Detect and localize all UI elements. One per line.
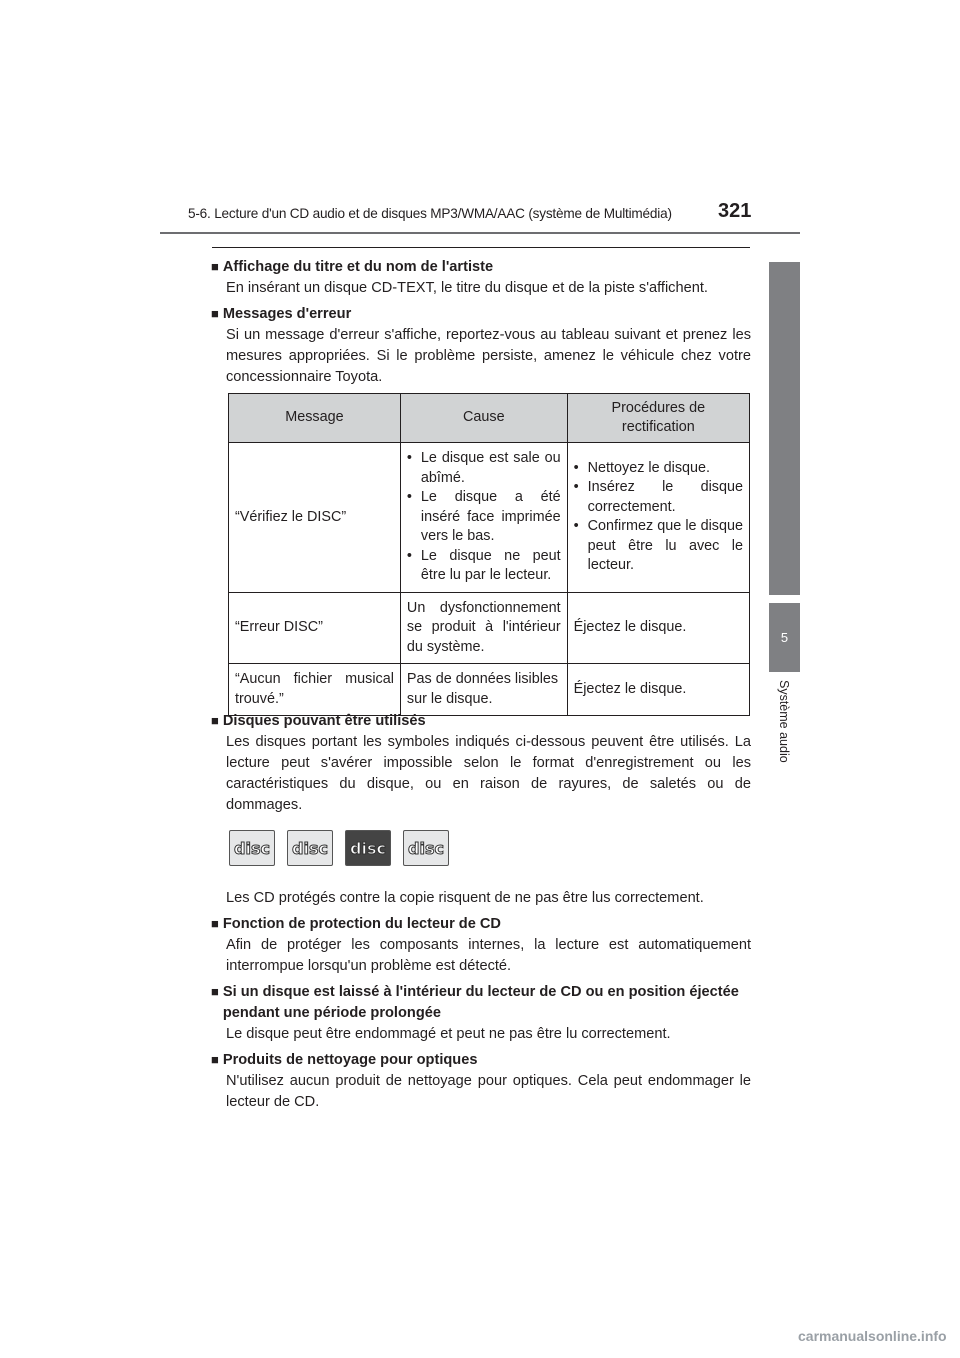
disc-logos — [229, 830, 449, 866]
compact-disc-text-logo-icon: disc — [287, 830, 333, 866]
column-header-cause: Cause — [400, 394, 567, 443]
section-text: Le disque peut être endommagé et peut ne pas être lu correctement. — [226, 1026, 671, 1042]
section-text: Si un message d'erreur s'affiche, reportez-vous au tableau suivant et prenez les mesures appropriées. Si le problème persiste, amenez le véhicule chez votre concessionnaire Toyota. — [226, 327, 751, 385]
section-title: Affichage du titre et du nom de l'artiste — [222, 259, 494, 275]
list-item: • Nettoyez le disque. — [574, 459, 743, 479]
list-item: • Le disque est sale ou abîmé. — [407, 449, 561, 488]
table-cell-procedure: Éjectez le disque. — [567, 592, 749, 664]
column-header-procedure: Procédures de rectification — [567, 394, 749, 443]
compact-disc-digital-audio-logo-icon: disc — [229, 830, 275, 866]
section-heading — [211, 710, 751, 732]
chapter-tab-number: 5 — [769, 603, 800, 672]
section-title: Disques pouvant être utilisés — [222, 713, 426, 729]
square-bullet-icon: ■ — [211, 916, 219, 931]
error-messages-table — [228, 393, 750, 716]
side-tab-bar — [769, 262, 800, 595]
table-cell-cause: Un dysfonctionnement se produit à l'intérieur du système. — [400, 592, 567, 664]
section-text: Les disques portant les symboles indiqués ci-dessous peuvent être utilisés. La lecture peut s'avérer impossible selon le format d'enregistrement ou les caractéristiques du disque, ou en raison de rayures, de saletés ou de dommages. — [226, 734, 751, 813]
chapter-tab-label: Système audio — [777, 680, 791, 763]
table-cell-procedure: Éjectez le disque. — [567, 664, 749, 716]
table-row — [229, 443, 750, 593]
section-heading — [211, 981, 751, 1024]
section-heading — [211, 256, 751, 278]
square-bullet-icon: ■ — [211, 306, 219, 321]
list-item: • Insérez le disque correctement. — [574, 478, 743, 517]
table-row — [229, 664, 750, 716]
table-cell-cause — [400, 443, 567, 593]
list-item: • Le disque a été inséré face imprimée vers le bas. — [407, 488, 561, 547]
section-title: Produits de nettoyage pour optiques — [222, 1052, 478, 1068]
section-heading — [211, 913, 751, 935]
section-title: Messages d'erreur — [222, 306, 352, 322]
square-bullet-icon: ■ — [211, 259, 219, 274]
header-rule — [160, 232, 800, 234]
page-content-lower — [211, 710, 751, 1113]
table-cell-message: “Vérifiez le DISC” — [229, 443, 401, 593]
table-cell-procedure — [567, 443, 749, 593]
list-item: • Confirmez que le disque peut être lu avec le lecteur. — [574, 517, 743, 576]
chapter-tab-label-box — [769, 680, 800, 790]
section-text: N'utilisez aucun produit de nettoyage pour optiques. Cela peut endommager le lecteur de CD. — [226, 1073, 751, 1110]
compact-disc-recordable-logo-icon: disc — [345, 830, 391, 866]
section-top-rule — [212, 247, 750, 248]
page-content — [211, 256, 751, 388]
watermark: carmanualsonline.info — [798, 1328, 947, 1344]
column-header-message: Message — [229, 394, 401, 443]
page-number: 321 — [718, 200, 752, 222]
section-heading — [211, 303, 751, 325]
list-item: • Le disque ne peut être lu par le lecteur. — [407, 547, 561, 586]
table-cell-cause: Pas de données lisibles sur le disque. — [400, 664, 567, 716]
section-title: Si un disque est laissé à l'intérieur du lecteur de CD ou en position éjectée pendant une période prolongée — [222, 984, 739, 1021]
table-cell-message: “Aucun fichier musical trouvé.” — [229, 664, 401, 716]
table-row — [229, 592, 750, 664]
running-header-title: 5-6. Lecture d'un CD audio et de disques MP3/WMA/AAC (système de Multimédia) — [188, 206, 672, 221]
square-bullet-icon: ■ — [211, 1052, 219, 1067]
square-bullet-icon: ■ — [211, 984, 219, 999]
section-text: Afin de protéger les composants internes, la lecture est automatiquement interrompue lorsqu'un problème est détecté. — [226, 937, 751, 974]
square-bullet-icon: ■ — [211, 713, 219, 728]
table-cell-message: “Erreur DISC” — [229, 592, 401, 664]
section-heading — [211, 1049, 751, 1071]
section-note: Les CD protégés contre la copie risquent de ne pas être lus correctement. — [226, 890, 704, 906]
section-text: En insérant un disque CD-TEXT, le titre du disque et de la piste s'affichent. — [226, 280, 708, 296]
compact-disc-rewritable-logo-icon: disc — [403, 830, 449, 866]
section-title: Fonction de protection du lecteur de CD — [222, 916, 501, 932]
table-header-row — [229, 394, 750, 443]
